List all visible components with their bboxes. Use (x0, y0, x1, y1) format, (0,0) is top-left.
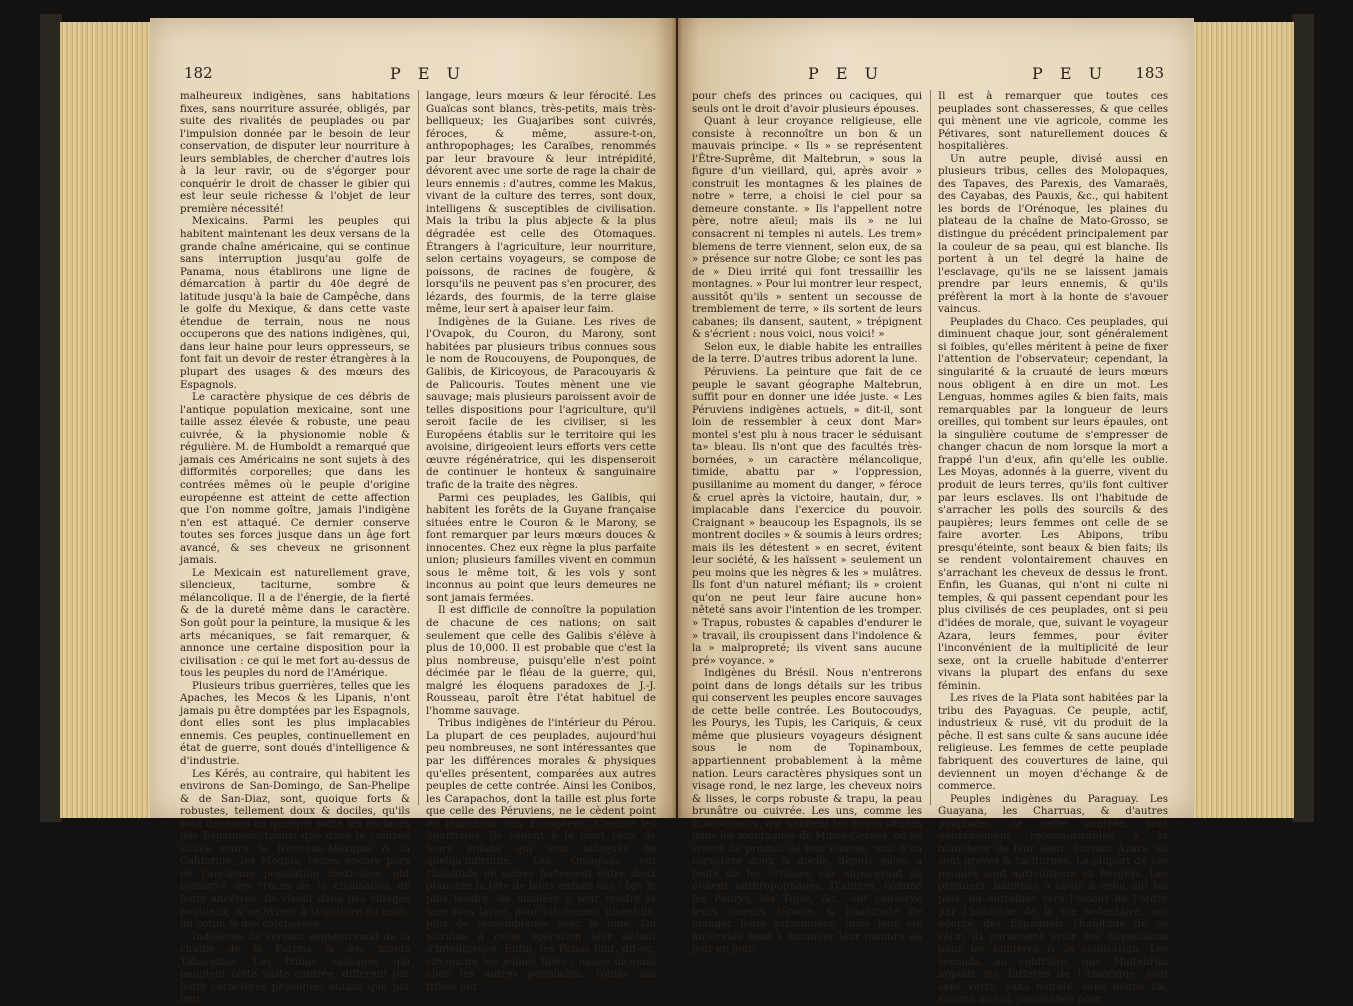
running-head-2: P E U (1032, 64, 1109, 83)
running-head: P E U (808, 64, 885, 83)
paragraph: Selon eux, le diable habite les entrailles de la terre. D'autres tribus adorent la lune. (692, 340, 922, 366)
right-page (678, 18, 1194, 1006)
page-edges-left (60, 22, 152, 818)
left-page-column-1 (180, 90, 410, 1006)
left-page-column-2 (426, 90, 656, 993)
book-cover-right (1292, 14, 1314, 822)
paragraph: Le Mexicain est naturellement grave, silencieux, taciturne, sombre & mélancolique. Il a de l'énergie, de la fierté & de la dureté même dans le caractère. Son goût pour la peinture, la musique & les arts mécaniques, se fait remarquer, & annonce une certaine disposition pour la civilisation : ce qui le met fort au-dessus de tous les peuples du nord de l'Amérique. (180, 566, 410, 680)
paragraph: Indigènes du Brésil. Nous n'entrerons point dans de longs détails sur les tribus qui conservent les peuples encore sauvages de cette belle contrée. Les Boutocoudys, les Pourys, les Tupis, les Cariquis, & ceux même que plusieurs voyageurs désignent sous le nom de Topinamboux, appartiennent probablement à la même nation. Leurs caractères physiques sont un visage rond, le nez large, les cheveux noirs & lisses, le corps robuste & trapu, la peau brunâtre ou cuivrée. Les uns, comme les Boutocoudys, qui habitent les forêts situées dans les montagnes de Minas-Geraes, où ils vivent du produit de leur chasse, sont d'un caractère doux & docile, depuis qu'on a tenté de les civiliser, car auparavant ils étoient anthropophages. D'autres, comme les Pourys, les Tupis, &c., ont conservé leurs mœurs féroces & l'habitude de manger leurs prisonniers; mais leur vie misérable tend à diminuer leur nombre de jour en jour. (692, 667, 922, 956)
book-gutter (672, 18, 682, 818)
running-head: P E U (390, 64, 467, 83)
paragraph: Péruviens. La peinture que fait de ce peuple le savant géographe Maltebrun, suffit pour en donner une idée juste. « Les Péruviens indigènes actuels, » dit-il, sont loin de ressembler à ceux dont Mar» montel s'est plu à nous tracer le séduisant ta» bleau. Ils n'ont que des facultés très-bornées, » un caractère mélancolique, timide, abattu par » l'oppression, pusillanime au moment du danger, » féroce & cruel après la victoire, hautain, dur, » implacable dans l'exercice du pouvoir. Craignant » beaucoup les Espagnols, ils se montrent dociles » & soumis à leurs ordres; mais ils les détestent » en secret, évitent leur société, & les haïssent » seulement un peu moins que les nègres & les » mulâtres. Ils font d'un naturel méfiant; ils » croient qu'on ne peut leur faire aucune hon» nêteté sans avoir l'intention de les tromper. » Trapus, robustes & capables d'endurer le » travail, ils croupissent dans l'indolence & la » malpropreté; ils vivent sans aucune pré» voyance. » (692, 366, 922, 667)
left-page-header (174, 64, 652, 86)
right-page-column-1 (692, 90, 922, 956)
paragraph: Parmi ces peuplades, les Galibis, qui habitent les forêts de la Guyane française situées entre le Couron & le Marony, se font remarquer par leurs mœurs douces & innocentes. Chez eux règne la plus parfaite union; plusieurs familles vivent en commun sous le même toit, & les vols y sont inconnus au point que leurs demeures ne sont jamais fermées. (426, 491, 656, 604)
paragraph: Plusieurs tribus guerrières, telles que les Apaches, les Mecos & les Lipanis, n'ont jamais pu être domptées par les Espagnols, dont elles sont les plus implacables ennemis. Ces peuples, continuellement en état de guerre, sont doués d'intelligence & d'industrie. (180, 679, 410, 767)
page-edges-right (1194, 22, 1294, 818)
right-page-header (702, 64, 1170, 86)
paragraph: Un autre peuple, divisé aussi en plusieurs tribus, celles des Molopaques, des Tapaves, des Parexis, des Vamaraës, des Cayabas, des Pauxis, &c., qui habitent les bords de l'Orénoque, les plaines du plateau de la chaîne de Mato-Grosso, se distingue du précédent principalement par la couleur de sa peau, qui est blanche. Ils portent à un tel degré la haine de l'esclavage, qu'ils ne se laissent jamais prendre par leurs ennemis, & qu'ils préfèrent la mort à la honte de s'avouer vaincus. (938, 152, 1168, 316)
paragraph: Mexicains. Parmi les peuples qui habitent maintenant les deux versans de la grande chaîne américaine, qui se continue sans interruption jusqu'au golfe de Panama, nous établirons une ligne de démarcation à partir du 40e degré de latitude jusqu'à la baie de Campêche, dans le golfe du Mexique, & dans cette vaste étendue de terrain, nous ne nous occuperons que des nations indigènes, qui, dans leur haine pour leurs oppresseurs, se font fait un devoir de rester étrangères à la plupart des usages & des mœurs des Espagnols. (180, 215, 410, 391)
paragraph: langage, leurs mœurs & leur férocité. Les Guaïcas sont blancs, très-petits, mais très-belliqueux; les Guajaribes sont cuivrés, féroces, & même, assure-t-on, anthropophages; les Caraïbes, renommés par leur bravoure & leur intrépidité, dévorent avec une sorte de rage la chair de leurs ennemis : d'autres, comme les Makus, vivant de la culture des terres, sont doux, intelligens & susceptibles de civilisation. Mais la tribu la plus abjecte & la plus dégradée est celle des Otomaques. Étrangers à l'agriculture, leur nourriture, selon certains voyageurs, se compose de poissons, de racines de fougère, & lorsqu'ils ne peuvent pas s'en procurer, des lézards, des fourmis, de la terre glaise même, leur sert à apaiser leur faim. (426, 90, 656, 316)
paragraph: pour chefs des princes ou caciques, qui seuls ont le droit d'avoir plusieurs épouses. (692, 90, 922, 115)
paragraph: Peuplades du Chaco. Ces peuplades, qui diminuent chaque jour, sont généralement si foibles, qu'elles méritent à peine de fixer l'attention de l'observateur; cependant, la singularité & la cruauté de leurs mœurs nous obligent à en dire un mot. Les Lenguas, hommes agiles & bien faits, mais remarquables par la longueur de leurs oreilles, qui tombent sur leurs épaules, ont la singulière coutume de s'empresser de changer chacun de nom lorsque la mort a frappé l'un d'eux, afin qu'elle les oublie. Les Moyas, adonnés à la guerre, vivent du produit de leurs terres, qu'ils font cultiver par leurs esclaves. Ils ont l'habitude de s'arracher les poils des sourcils & des paupières; leurs femmes ont celle de se faire avorter. Les Abipons, tribu presqu'éteinte, sont beaux & bien faits; ils se rendent volontairement chauves en s'arrachant les cheveux de dessus le front. Enfin, les Guanas, qui n'ont ni culte ni temples, & qui passent cependant pour les plus civilisés de ces peuplades, ont si peu d'idées de morale, que, suivant le voyageur Azara, leurs femmes, pour éviter l'inconvénient de la multiplicité de leur sexe, ont la cruelle habitude d'enterrer vivans la plupart des enfans du sexe féminin. (938, 315, 1168, 692)
left-page (150, 18, 676, 1006)
paragraph: Il est à remarquer que toutes ces peuplades sont chasseresses, & que celles qui mènent une vie agricole, comme les Pétivares, sont naturellement douces & hospitalières. (938, 90, 1168, 153)
paragraph: Les Kérés, au contraire, qui habitent les environs de San-Domingo, de San-Phelipe & de San-Diaz, sont, quoique forts & robustes, tellement doux & dociles, qu'ils sont devenus en quelque sorte les esclaves des Espagnols; tandis que dans la contrée située entre le Nouveau-Mexique & la Californie, les Moquis, restes encore purs de l'ancienne population mexicaine, ont conservé des traces de la civilisation de leurs ancêtres. Ils vivent dans des villages populeux, & se livrent à la culture du maïs, du coton & des calebasses. (180, 767, 410, 931)
paragraph: Peuples indigènes du Paraguay. Les Guayana, les Charruas, & d'autres peuplades de cette contrée, sont généralement reconnoissables à la blancheur de leur teint. Suivant Azara, ils sont graves & taciturnes. La plupart de ces peuples sont agriculteurs ou bergers. Les premiers, habitués à obéir à celui qui les paie, ou entraînés vers l'amour de l'ordre par l'habitude de la vie sédentaire, ont adopté des Espagnols l'habitude de se vêtir; ils paroissent avoir des dispositions pour les lumières & la civilisation. Les seconds, au contraire, que Maltebrun appelle les Tartares de l'Amérique, sont sans vertu, sans morale, sans bonne foi, enclins au vol, passionnés pour (938, 792, 1168, 1006)
column-rule (418, 90, 419, 805)
page-number: 183 (1135, 64, 1164, 82)
paragraph: Indigènes de la Guiane. Les rives de l'Ovapok, du Couron, du Marony, sont habitées par plusieurs tribus connues sous le nom de Roucouyens, de Pouponques, de Galibis, de Kiricoyous, de Paracouyaris & de Palicouris. Toutes mènent une vie sauvage; mais plusieurs paroissent avoir de telles dispositions pour l'agriculture, qu'il seroit facile de les civiliser, si les Européens établis sur le territoire qui les avoisine, dirigeoient leurs efforts vers cette œuvre régénératrice, qui les dispenseroit de continuer le honteux & sanguinaire trafic de la traite des nègres. (426, 315, 656, 491)
paragraph: Tribus indigènes de l'intérieur du Pérou. La plupart de ces peuplades, aujourd'hui peu nombreuses, ne sont intéressantes que par les différences morales & physiques qu'elles présentent, comparées aux autres peuples de cette contrée. Ainsi les Conibos, les Carapachos, dont la taille est plus forte que celle des Péruviens, ne le cèdent point en blancheur aux Européens. Comme les Spartiates, ils vouent à la mort ceux de leurs enfans qui sont attaqués de quelqu'infirmité. Les Omaguas ont l'habitude de serrer fortement entre deux planches la tête de leurs enfans dès l'âge le plus tendre, de manière à leur rendre la face plus large, pour lui donner, disent-ils, plus de ressemblance avec la lune. On attribue à cette opération leur défaut d'intelligence. Enfin, les Panos font, dit-on, circoncire les jeunes filles : usage inconnu chez les autres peuplades. Toutes ces tribus ont (426, 717, 656, 993)
paragraph: Indigènes du versant septentrional de la chaîne de la Parima & des monts Tabaraïmo. Les tribus sauvages qui peuplent cette vaste contrée, diffèrent par leurs caractères physiques autant que par leur (180, 930, 410, 1006)
page-number: 182 (184, 64, 213, 82)
book-cover-left (40, 14, 62, 822)
paragraph: Il est difficile de connoître la population de chacune de ces nations; on sait seulement que celle des Galibis s'élève à plus de 10,000. Il est probable que c'est la plus nombreuse, puisqu'elle n'est point décimée par le fléau de la guerre, qui, malgré les éloquens paradoxes de J.-J. Rousseau, paroît être l'état habituel de l'homme sauvage. (426, 604, 656, 717)
paragraph: Le caractère physique de ces débris de l'antique population mexicaine, sont une taille assez élevée & robuste, une peau cuivrée, & la physionomie noble & régulière. M. de Humboldt a remarqué que jamais ces Américains ne sont sujets à des difformités corporelles; que dans les contrées mêmes où le peuple d'origine européenne est atteint de cette affection que l'on nomme goître, jamais l'indigène n'en est attaqué. Ce dernier conserve toutes ses forces jusque dans un âge fort avancé, & ses cheveux ne grisonnent jamais. (180, 391, 410, 567)
column-rule (930, 90, 931, 805)
right-page-column-2 (938, 90, 1168, 1006)
paragraph: malheureux indigènes, sans habitations fixes, sans nourriture assurée, obligés, par suite des rivalités de peuplades ou par l'impulsion donnée par le besoin de leur conservation, de disputer leur nourriture à leurs semblables, de chercher d'autres lois à la leur ravir, ou de s'égorger pour conquérir le droit de chasser le gibier qui est leur seule richesse & l'objet de leur première nécessité! (180, 90, 410, 215)
paragraph: Les rives de la Plata sont habitées par la tribu des Payaguas. Ce peuple, actif, industrieux & rusé, vit du produit de la pêche. Il est sans culte & sans aucune idée religieuse. Les femmes de cette peuplade fabriquent des couvertures de laine, qui deviennent un moyen d'échange & de commerce. (938, 692, 1168, 793)
paragraph: Quant à leur croyance religieuse, elle consiste à reconnoître un bon & un mauvais principe. « Ils » se représentent l'Être-Suprême, dit Maltebrun, » sous la figure d'un vieillard, qui, après avoir » construit les montagnes & les plaines de notre » terre, a choisi le ciel pour sa demeure constante. » Ils l'appellent notre père, notre aïeul; mais ils » ne lui consacrent ni temples ni autels. Les trem» blemens de terre viennent, selon eux, de sa » présence sur notre Globe; ce sont les pas de » Dieu irrité qui font tressaillir les montagnes. » Pour lui montrer leur respect, aussitôt qu'ils » sentent un secousse de tremblement de terre, » ils sortent de leurs cabanes; ils dansent, sautent, » trépignent & s'écrient : nous voici, nous voici! » (692, 115, 922, 341)
